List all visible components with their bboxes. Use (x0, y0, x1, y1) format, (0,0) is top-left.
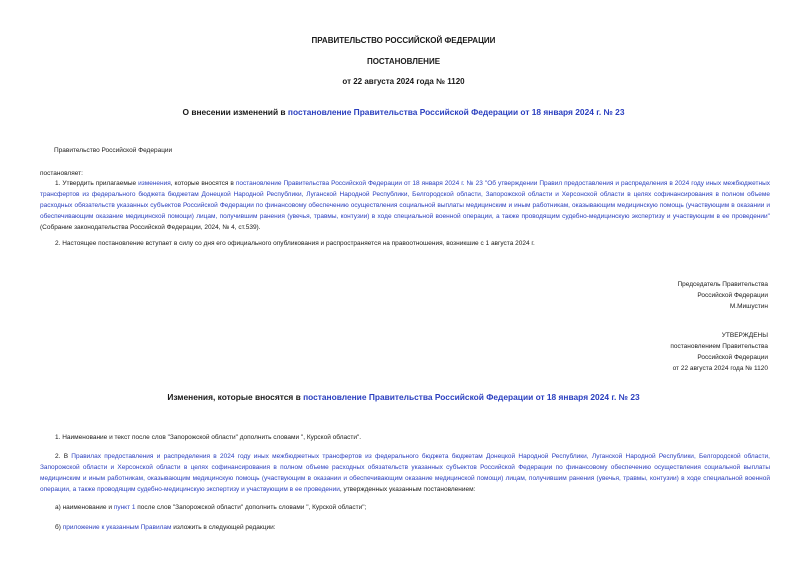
point-1-link[interactable]: пункт 1 (113, 504, 136, 511)
change-2-text-start: 2. В (55, 453, 72, 460)
document-title-prefix: О внесении изменений в (182, 107, 288, 117)
issuing-authority: Правительство Российской Федерации (54, 147, 173, 154)
signature-position: Председатель Правительства (677, 281, 768, 288)
approval-stamp (670, 330, 768, 374)
change-2b-text-end: изложить в следующей редакции: (171, 524, 276, 531)
change-2 (40, 451, 770, 495)
paragraph-1-text-end: (Собрание законодательства Российской Федерации, 2024, № 4, ст.539). (40, 224, 261, 231)
changes-link[interactable]: изменения (138, 180, 171, 187)
changes-title-prefix: Изменения, которые вносятся в (167, 392, 304, 402)
document-type: ПОСТАНОВЛЕНИЕ (366, 57, 441, 66)
change-2-text-end: , утвержденных указанным постановлением: (339, 486, 476, 493)
paragraph-2: 2. Настоящее постановление вступает в силу со дня его официального опубликования и распространяется на правоотношения, возникшие с 1 августа 2024 г. (55, 240, 535, 247)
change-2b-text-start: б) (55, 524, 63, 531)
approved-body: Российской Федерации (697, 354, 768, 361)
change-1: 1. Наименование и текст после слов "Запорожской области" дополнить словами ", Курской области". (55, 434, 362, 441)
paragraph-1-text-start: 1. Утвердить прилагаемые (55, 180, 139, 187)
change-2a-text-start: а) наименование и (55, 504, 114, 511)
approved-by: постановлением Правительства (670, 343, 768, 350)
change-2a-text-end: после слов "Запорожской области" дополнить словами ", Курской области"; (135, 504, 367, 511)
decides-label: постановляет: (40, 170, 83, 177)
decree-full-title-link[interactable]: постановление Правительства Российской Федерации от 18 января 2024 г. № 23 "Об утверждении Правил предоставления и распределения в 2024 году иных межбюджетных трансфертов из федерального бюджета бюджетам Донецкой Народной Республики, Луганской Народной Республики, Белгородской области, Запорожской области и Херсонской области в целях софинансирования в полном объеме расходных обязательств указанных субъектов Российской Федерации по финансовому обеспечению осуществления социальной выплаты медицинским и иным работникам, оказывающим медицинскую помощь (участвующим в оказании и обеспечивающим оказание медицинской помощи) лицам, получившим ранения (увечья, травмы, контузии) в ходе специальной военной операции, а также проводящим судебно-медицинскую экспертизу и участвующим в ее проведении" (40, 180, 770, 220)
document-title (0, 107, 807, 117)
changes-title (0, 392, 807, 402)
approved-date: от 22 августа 2024 года № 1120 (672, 365, 768, 372)
amended-decree-link[interactable]: постановление Правительства Российской Федерации от 18 января 2024 г. № 23 (287, 107, 625, 117)
rules-appendix-link[interactable]: приложение к указанным Правилам (62, 524, 172, 531)
rules-link[interactable]: Правилах предоставления и распределения в 2024 году иных межбюджетных трансфертов из федерального бюджета бюджетам Донецкой Народной Республики, Луганской Народной Республики, Белгородской области, Запорожской области и Херсонской области в целях софинансирования в полном объеме расходных обязательств указанных субъектов Российской Федерации по финансовому обеспечению осуществления социальной выплаты медицинским и иным работникам, оказывающим медицинскую помощь (участвующим в оказании и обеспечивающим оказание медицинской помощи) лицам, получившим ранения (увечья, травмы, контузии) в ходе специальной военной операции, а также проводящим судебно-медицинскую экспертизу и участвующим в ее проведении (40, 453, 770, 493)
signature-block (677, 279, 768, 312)
government-header: ПРАВИТЕЛЬСТВО РОССИЙСКОЙ ФЕДЕРАЦИИ (311, 36, 496, 45)
document-date-number: от 22 августа 2024 года № 1120 (342, 77, 465, 86)
change-2b (40, 522, 770, 533)
changes-decree-link[interactable]: постановление Правительства Российской Федерации от 18 января 2024 г. № 23 (303, 392, 640, 402)
change-2a (40, 502, 770, 513)
signature-name: М.Мишустин (729, 303, 768, 310)
approved-label: УТВЕРЖДЕНЫ (721, 332, 768, 339)
paragraph-1 (40, 178, 770, 233)
paragraph-1-text-mid: , которые вносятся в (170, 180, 236, 187)
signature-body: Российской Федерации (697, 292, 768, 299)
